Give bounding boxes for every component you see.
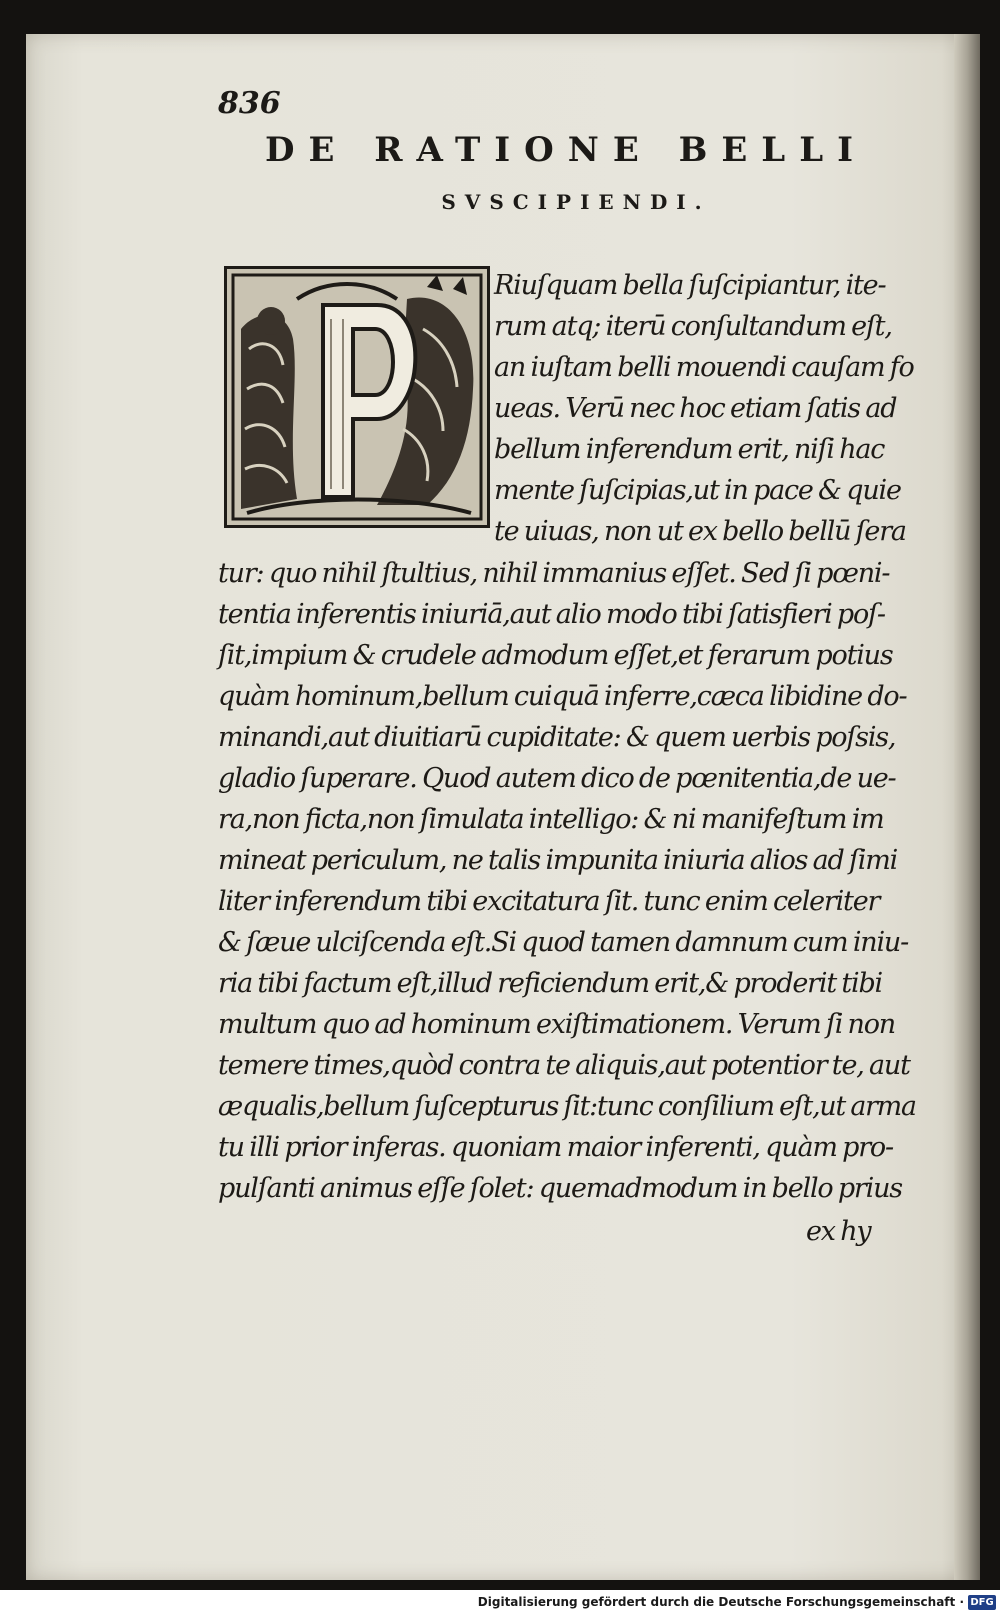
dfg-logo-icon: DFG	[968, 1595, 996, 1610]
funding-notice	[478, 1595, 964, 1609]
text-line: tu illi prior inferas. quoniam maior inferenti, quàm pro-	[218, 1132, 893, 1163]
text-line: minandi,aut diuitiarū cupiditate: & quem uerbis poſsis,	[218, 722, 896, 753]
page-number: 836	[218, 86, 281, 121]
text-line: liter inferendum tibi excitatura ſit. tunc enim celeriter	[218, 886, 880, 917]
text-line: æqualis,bellum ſuſcepturus ſit:tunc conſilium eſt,ut arma	[218, 1091, 916, 1122]
chapter-subtitle: SVSCIPIENDI.	[441, 190, 711, 214]
text-line: & ſæue ulciſcenda eſt.Si quod tamen damnum cum iniu-	[218, 927, 908, 958]
book-page	[26, 34, 980, 1580]
text-line: multum quo ad hominum exiſtimationem. Verum ſi non	[218, 1009, 895, 1040]
text-line: tur: quo nihil ſtultius, nihil immanius eſſet. Sed ſi pœni-	[218, 558, 890, 589]
text-line: quàm hominum,bellum cuiquā inferre,cæca libidine do-	[218, 681, 907, 712]
text-line: bellum inferendum erit, niſi hac	[494, 434, 885, 465]
text-line: mineat periculum, ne talis impunita iniuria alios ad ſimi	[218, 845, 898, 876]
text-line: pulſanti animus eſſe ſolet: quemadmodum in bello prius	[218, 1173, 902, 1204]
text-line: ueas. Verū nec hoc etiam ſatis ad	[494, 393, 897, 424]
footer-bar	[0, 1590, 1000, 1617]
text-line: temere times,quòd contra te aliquis,aut potentior te, aut	[218, 1050, 910, 1081]
body-text	[26, 34, 980, 1580]
text-line: an iuſtam belli mouendi cauſam fo	[494, 352, 914, 383]
text-line: rum atq; iterū conſultandum eſt,	[494, 311, 892, 342]
text-line: Riuſquam bella ſuſcipiantur, ite-	[494, 270, 886, 301]
text-line: tentia inferentis iniuriā,aut alio modo tibi ſatisfieri poſ-	[218, 599, 885, 630]
text-line: ra,non ficta,non ſimulata intelligo: & ni manifeſtum im	[218, 804, 884, 835]
text-line: ria tibi factum eſt,illud reficiendum erit,& proderit tibi	[218, 968, 882, 999]
text-line: ſit,impium & crudele admodum eſſet,et ferarum potius	[218, 640, 893, 671]
text-line: te uiuas, non ut ex bello bellū ſera	[494, 516, 906, 547]
chapter-title: DE RATIONE BELLI	[264, 130, 868, 170]
catchword: ex hy	[806, 1216, 871, 1247]
text-line: mente ſuſcipias,ut in pace & quie	[494, 475, 901, 506]
text-line: gladio ſuperare. Quod autem dico de pœnitentia,de ue-	[218, 763, 896, 794]
funding-notice-separator: ·	[959, 1595, 964, 1609]
funding-notice-text: Digitalisierung gefördert durch die Deutsche Forschungsgemeinschaft	[477, 1595, 956, 1609]
